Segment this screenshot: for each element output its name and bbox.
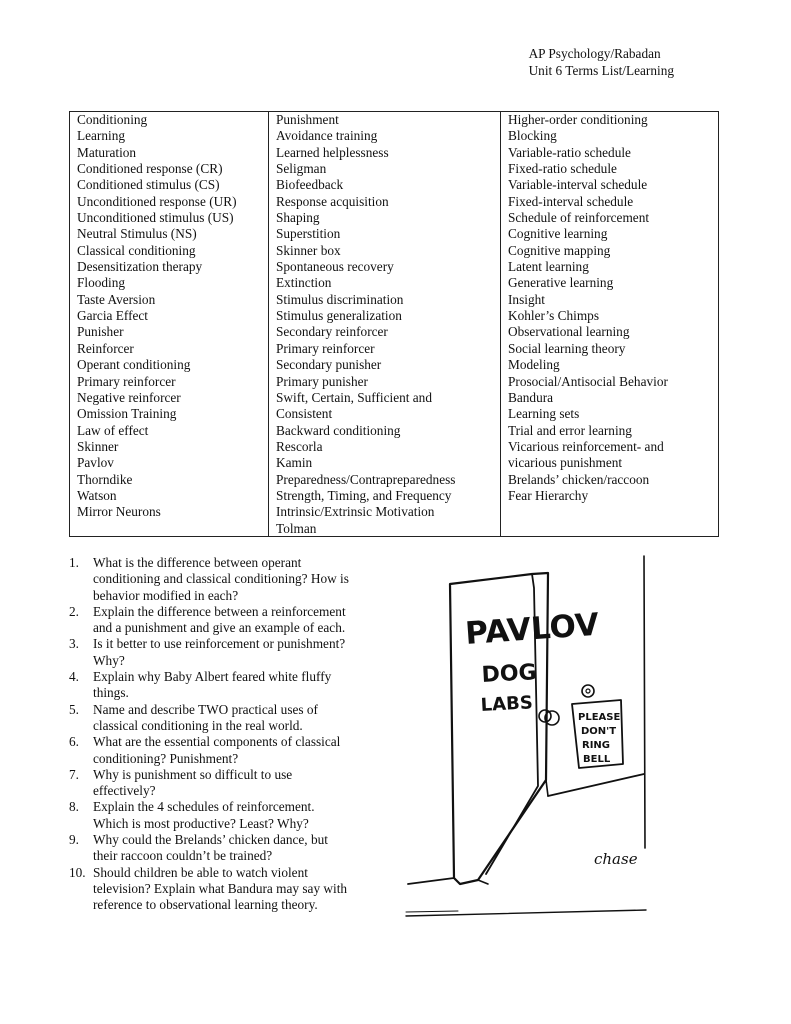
term-item: Secondary reinforcer (276, 324, 388, 340)
term-item: Stimulus generalization (276, 308, 402, 324)
question-number: 10. (69, 864, 86, 880)
term-item: Variable-interval schedule (508, 177, 648, 193)
question-number: 8. (69, 799, 79, 815)
term-item: Unconditioned stimulus (US) (77, 210, 234, 226)
term-item: Blocking (508, 128, 557, 144)
term-item: Classical conditioning (77, 242, 196, 258)
term-item: Cognitive mapping (508, 242, 611, 258)
question-text-line: reference to observational learning theory. (93, 897, 318, 913)
question-item (69, 799, 379, 832)
term-item: Rescorla (276, 438, 323, 454)
wall-edge (644, 556, 645, 848)
term-item: Negative reinforcer (77, 389, 181, 405)
term-item: Shaping (276, 210, 320, 226)
question-number: 2. (69, 603, 79, 619)
question-text-line: effectively? (93, 783, 156, 799)
term-item: Backward conditioning (276, 422, 401, 438)
document-header (529, 46, 674, 79)
question-item (69, 636, 379, 669)
term-item: Kamin (276, 455, 313, 471)
term-item: Flooding (77, 275, 126, 291)
question-text-line: What is the difference between operant (93, 555, 302, 570)
term-item: Observational learning (508, 324, 630, 340)
term-item: Skinner (77, 438, 119, 454)
term-item: Primary reinforcer (276, 340, 375, 356)
term-item: Superstition (276, 226, 341, 242)
door-text-dog: DOG (481, 660, 538, 688)
term-item: Response acquisition (276, 193, 389, 209)
term-item: Extinction (276, 275, 332, 291)
term-item: Insight (508, 291, 545, 307)
term-item: Omission Training (77, 406, 177, 422)
terms-column-2 (268, 112, 500, 536)
sign-text-please: PLEASE (578, 712, 621, 723)
question-text-line: things. (93, 685, 129, 701)
question-text-line: Which is most productive? Least? Why? (93, 815, 309, 831)
question-number: 6. (69, 734, 79, 750)
question-text-line: conditioning? Punishment? (93, 750, 239, 766)
term-item: Biofeedback (276, 177, 344, 193)
term-item: Modeling (508, 357, 560, 373)
sign-text-bell: BELL (583, 754, 611, 765)
term-item: Generative learning (508, 275, 614, 291)
term-item: Primary reinforcer (77, 373, 176, 389)
term-item: Punisher (77, 324, 124, 340)
course-title: AP Psychology/Rabadan (528, 46, 661, 61)
question-text-line: television? Explain what Bandura may say with (93, 880, 348, 896)
unit-title: Unit 6 Terms List/Learning (528, 62, 674, 78)
term-item: Primary punisher (276, 373, 368, 389)
question-item (69, 555, 379, 604)
term-item: Garcia Effect (77, 308, 148, 324)
question-text-line: Explain the 4 schedules of reinforcement. (93, 799, 315, 815)
term-item: Reinforcer (77, 340, 134, 356)
door-text-labs: LABS (480, 692, 534, 716)
term-item: Punishment (276, 112, 339, 127)
term-item: Skinner box (276, 242, 341, 258)
term-item: Mirror Neurons (77, 504, 161, 520)
term-item: Watson (77, 487, 117, 503)
question-item (69, 832, 379, 865)
term-item: Taste Aversion (77, 291, 156, 307)
term-item: Thorndike (77, 471, 133, 487)
question-number: 7. (69, 766, 79, 782)
term-item: Conditioned response (CR) (77, 161, 223, 177)
question-item (69, 669, 379, 702)
artist-signature: chase (594, 850, 638, 868)
terms-column-1 (70, 112, 268, 536)
pavlov-cartoon (398, 548, 658, 920)
term-item: Prosocial/Antisocial Behavior (508, 373, 668, 389)
term-item: Fixed-interval schedule (508, 193, 634, 209)
question-text-line: classical conditioning in the real world. (93, 717, 303, 733)
terms-table (69, 111, 719, 537)
term-item: Learning sets (508, 406, 580, 422)
question-text-line: Name and describe TWO practical uses of (93, 701, 318, 717)
term-item: Schedule of reinforcement (508, 210, 650, 226)
floor-line (408, 878, 454, 884)
door-text-pavlov: PAVLOV (464, 606, 601, 652)
term-item: Desensitization therapy (77, 259, 203, 275)
question-item (69, 604, 379, 637)
term-item: Secondary punisher (276, 357, 382, 373)
question-text-line: behavior modified in each? (93, 587, 239, 603)
term-item: Learning (77, 128, 125, 144)
term-item: Vicarious reinforcement- and (508, 438, 664, 454)
term-item: Trial and error learning (508, 422, 632, 438)
term-item: Fear Hierarchy (508, 487, 589, 503)
term-item: Conditioned stimulus (CS) (77, 177, 220, 193)
question-text-line: Why could the Brelands’ chicken dance, but (93, 832, 328, 848)
question-text-line: What are the essential components of classical (93, 734, 341, 750)
question-text-line: and a punishment and give an example of each. (93, 620, 346, 636)
term-item: Brelands’ chicken/raccoon (508, 471, 650, 487)
question-text-line: Explain the difference between a reinforcement (93, 603, 346, 619)
term-item: Bandura (508, 389, 554, 405)
term-item: Avoidance training (276, 128, 378, 144)
term-item: Cognitive learning (508, 226, 608, 242)
term-item: Tolman (276, 520, 317, 536)
question-text-line: Why? (93, 652, 125, 668)
question-item (69, 767, 379, 800)
question-item (69, 734, 379, 767)
term-item: Learned helplessness (276, 144, 389, 160)
term-item: Pavlov (77, 455, 114, 471)
term-item: Strength, Timing, and Frequency (276, 487, 452, 503)
term-item: Neutral Stimulus (NS) (77, 226, 197, 242)
question-text-line: their raccoon couldn’t be trained? (93, 848, 273, 864)
question-text-line: Why is punishment so difficult to use (93, 766, 293, 782)
term-item: Consistent (276, 406, 333, 422)
sign-text-ring: RING (582, 740, 610, 751)
question-number: 1. (69, 555, 79, 570)
question-number: 3. (69, 636, 79, 652)
sign-text-dont: DON'T (581, 726, 617, 737)
term-item: Operant conditioning (77, 357, 191, 373)
question-text-line: conditioning and classical conditioning? How is (93, 571, 349, 587)
question-item (69, 702, 379, 735)
doorbell-icon (582, 685, 594, 697)
question-item (69, 865, 379, 914)
question-number: 9. (69, 832, 79, 848)
term-item: Higher-order conditioning (508, 112, 648, 127)
term-item: Spontaneous recovery (276, 259, 394, 275)
term-item: Social learning theory (508, 340, 626, 356)
term-item: Latent learning (508, 259, 589, 275)
term-item: Conditioning (77, 112, 148, 127)
term-item: Stimulus discrimination (276, 291, 404, 307)
term-item: Kohler’s Chimps (508, 308, 599, 324)
term-item: Intrinsic/Extrinsic Motivation (276, 504, 435, 520)
term-item: Preparedness/Contrapreparedness (276, 471, 456, 487)
term-item: Maturation (77, 144, 137, 160)
question-number: 4. (69, 669, 79, 685)
term-item: Unconditioned response (UR) (77, 193, 237, 209)
question-list (69, 555, 379, 914)
question-text-line: Explain why Baby Albert feared white fluffy (93, 669, 332, 685)
terms-column-3 (500, 112, 718, 536)
question-text-line: Is it better to use reinforcement or punishment? (93, 636, 346, 652)
term-item: Fixed-ratio schedule (508, 161, 617, 177)
term-item: Law of effect (77, 422, 149, 438)
term-item: Swift, Certain, Sufficient and (276, 389, 432, 405)
question-text-line: Should children be able to watch violent (93, 864, 308, 880)
term-item: vicarious punishment (508, 455, 623, 471)
term-item: Variable-ratio schedule (508, 144, 631, 160)
question-number: 5. (69, 701, 79, 717)
term-item: Seligman (276, 161, 327, 177)
